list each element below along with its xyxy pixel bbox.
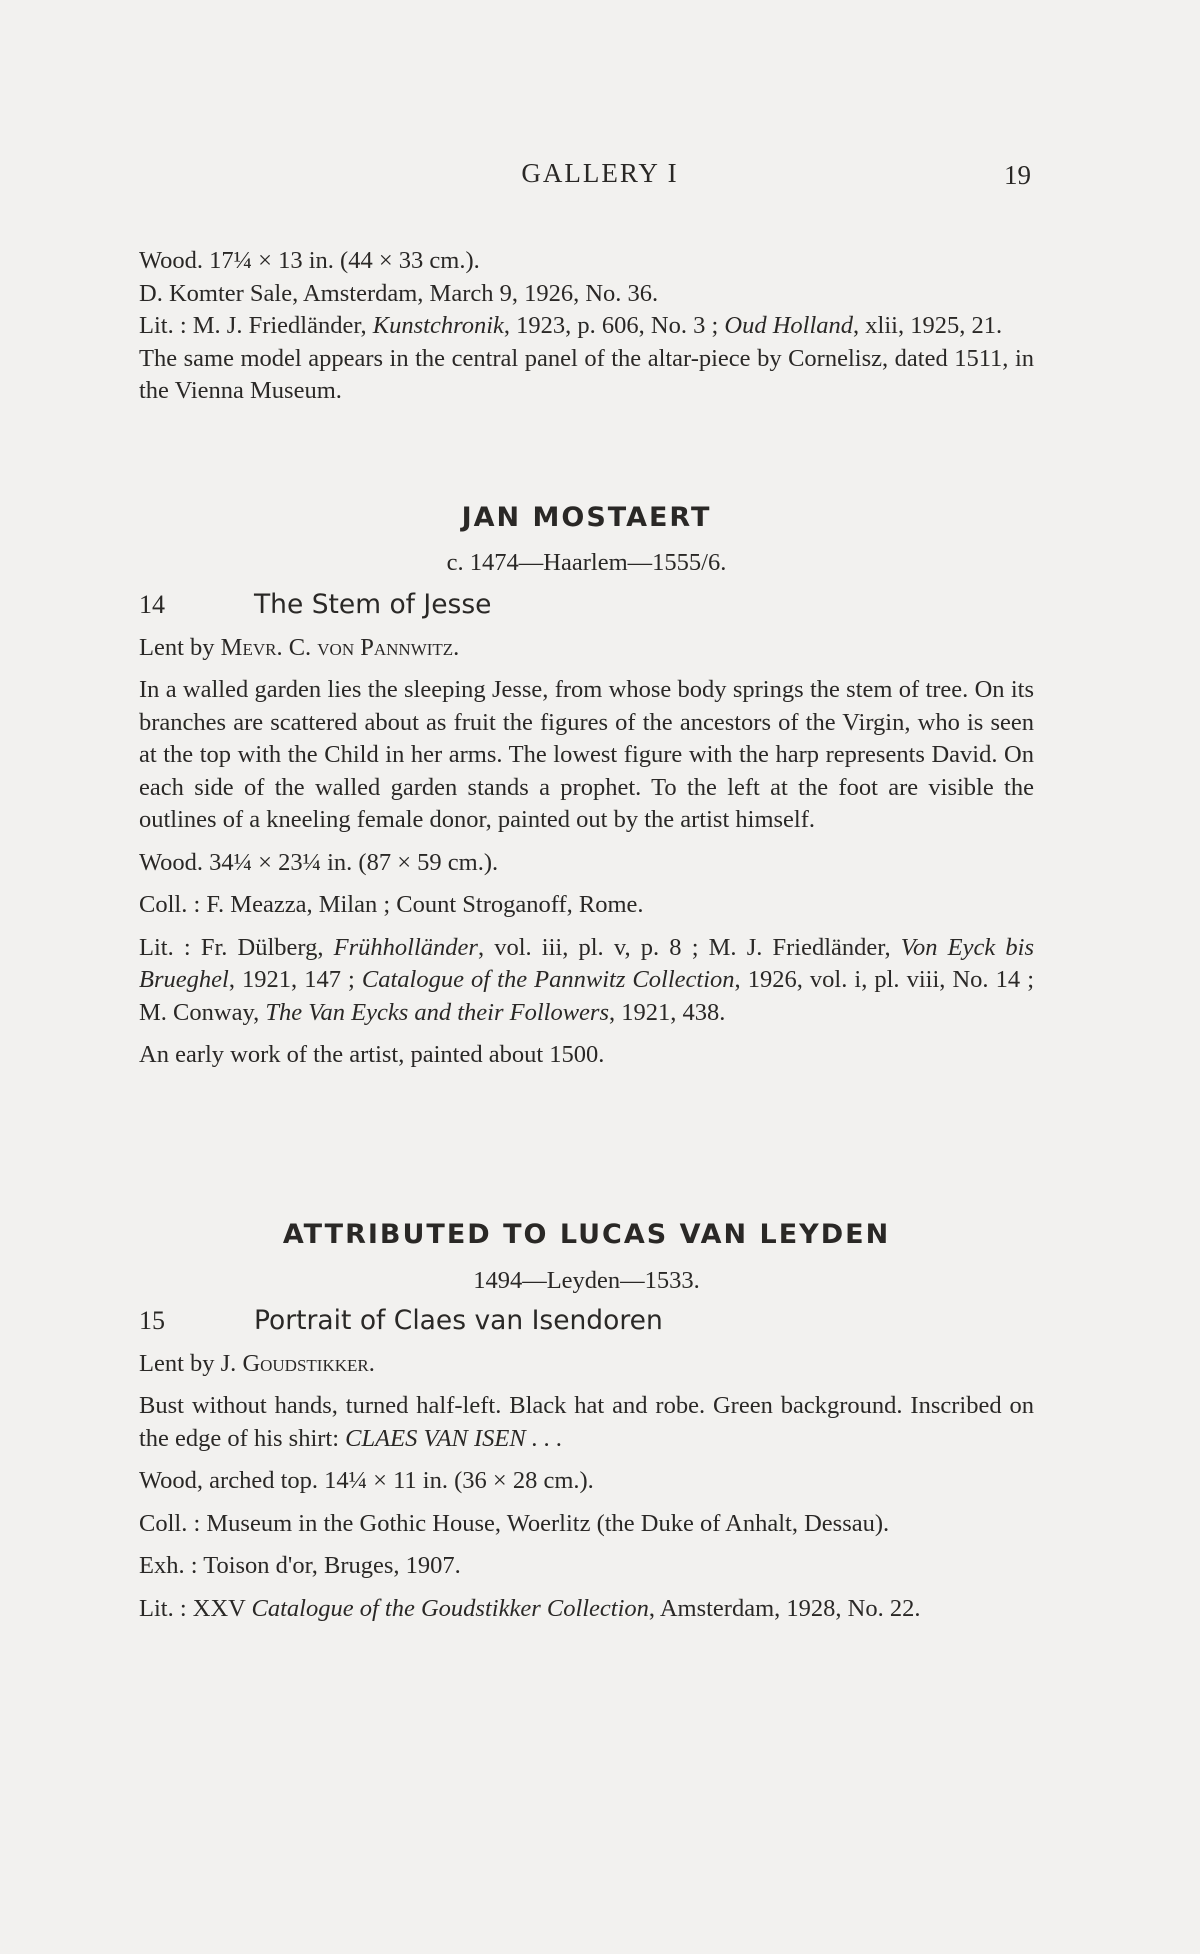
catalogue-number: 14	[139, 590, 165, 619]
lender-line: Lent by J. Goudstikker.	[139, 1349, 375, 1377]
page-number: 19	[1004, 160, 1031, 190]
lit-oud-holland: Oud Holland	[724, 312, 854, 339]
prev-wood-dimensions: Wood. 17¼ × 13 in. (44 × 33 cm.).	[139, 247, 480, 274]
description: Bust without hands, turned half-left. Black hat and robe. Green background. Inscribed on the edge of his shirt: CLAES VAN ISEN . . .	[139, 1392, 1034, 1452]
exhibition: Exh. : Toison d'or, Bruges, 1907.	[139, 1552, 461, 1579]
literature: Lit. : XXV Catalogue of the Goudstikker Collection, Amsterdam, 1928, No. 22.	[139, 1594, 921, 1622]
artist-heading-mostaert: JAN MOSTAERT	[461, 502, 712, 533]
artist-dates-mostaert: c. 1474—Haarlem—1555/6.	[446, 549, 727, 576]
lender-name: Goudstikker.	[242, 1349, 375, 1377]
lender-line: Lent by Mevr. C. von Pannwitz.	[139, 633, 460, 661]
wood-dimensions: Wood. 34¼ × 23¼ in. (87 × 59 cm.).	[139, 848, 499, 876]
inscription: CLAES VAN ISEN . . .	[345, 1424, 563, 1452]
previous-entry	[139, 245, 1034, 408]
collection: Coll. : F. Meazza, Milan ; Count Stroganoff, Rome.	[139, 891, 644, 918]
entry-14	[139, 589, 1034, 1072]
collection: Coll. : Museum in the Gothic House, Woerlitz (the Duke of Anhalt, Dessau).	[139, 1509, 890, 1537]
artist-dates-leyden: 1494—Leyden—1533.	[473, 1267, 700, 1294]
painting-title: Portrait of Claes van Isendoren	[254, 1305, 663, 1336]
running-header-title: GALLERY I	[521, 158, 679, 188]
entry-title-row	[139, 1305, 1034, 1338]
description: In a walled garden lies the sleeping Jesse, from whose body springs the stem of tree. On its branches are scattered about as fruit the figures of the ancestors of the Virgin, who is seen at the top with the Child in her arms. The lowest figure with the harp represents David. On each side of the walled garden stands a prophet. To the left at the foot are visible the outlines of a kneeling female donor, painted out by the artist himself.	[139, 676, 1034, 833]
lender-name: Mevr. C. von Pannwitz.	[220, 633, 460, 661]
wood-dimensions: Wood, arched top. 14¼ × 11 in. (36 × 28 cm.).	[139, 1467, 594, 1494]
prev-note: The same model appears in the central panel of the altar-piece by Cornelisz, dated 1511, in the Vienna Museum.	[139, 344, 1034, 404]
entry-15	[139, 1305, 1034, 1625]
entry-title-row	[139, 589, 1034, 622]
artist-heading-leyden: ATTRIBUTED TO LUCAS VAN LEYDEN	[282, 1219, 891, 1250]
lit-kunstchronik: Kunstchronik	[372, 312, 504, 339]
painting-title: The Stem of Jesse	[254, 589, 492, 620]
note: An early work of the artist, painted about 1500.	[139, 1041, 605, 1068]
prev-literature: Lit. : M. J. Friedländer, Kunstchronik, 1923, p. 606, No. 3 ; Oud Holland, xlii, 1925, 21.	[139, 312, 1003, 339]
literature: Lit. : Fr. Dülberg, Frühholländer, vol. iii, pl. v, p. 8 ; M. J. Friedländer, Von Eyck bis Brueghel, 1921, 147 ; Catalogue of the Pannwitz Collection, 1926, vol. i, pl. viii, No. 14 ; M. Conway, The Van Eycks and their Followers, 1921, 438.	[139, 933, 1034, 1026]
prev-sale: D. Komter Sale, Amsterdam, March 9, 1926, No. 36.	[139, 279, 659, 307]
catalogue-number: 15	[139, 1306, 165, 1335]
